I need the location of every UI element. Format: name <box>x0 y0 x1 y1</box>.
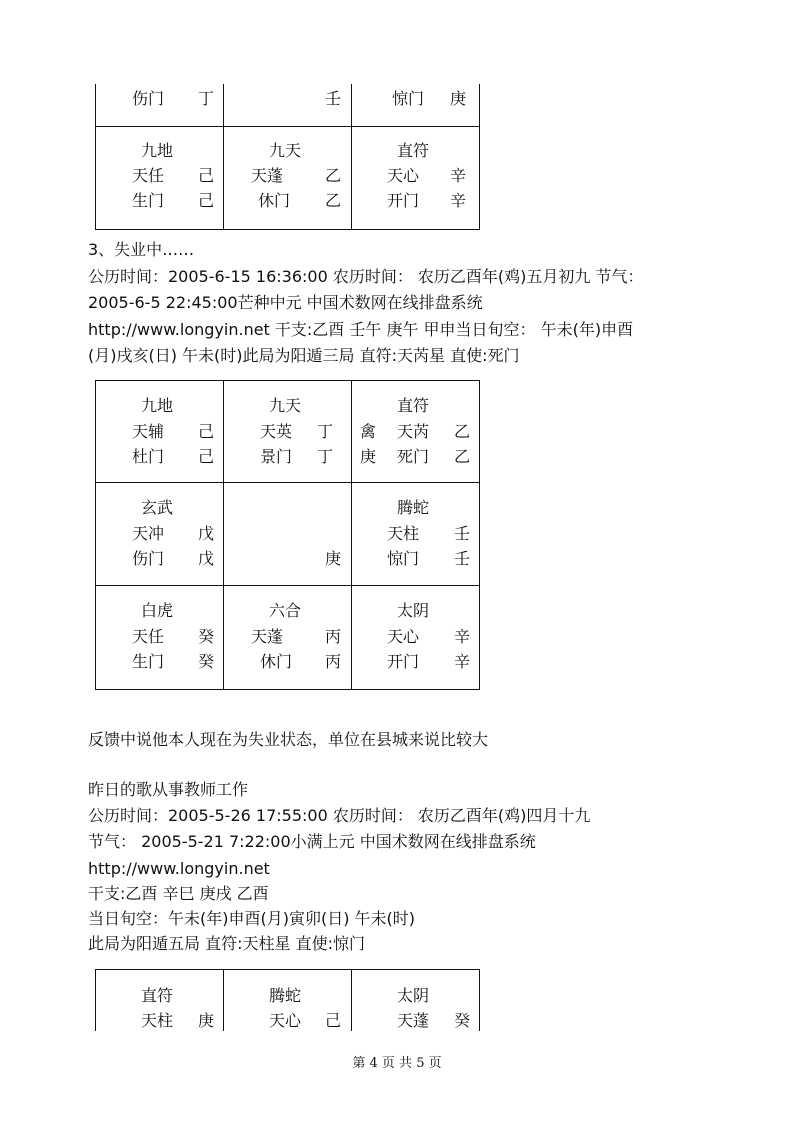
stem-cell: 壬 <box>454 549 471 568</box>
stem-cell: 丙 <box>325 627 342 646</box>
paipan-grid-c <box>95 969 480 1031</box>
extra-stem-cell: 庚 <box>360 447 377 466</box>
stem-cell: 丙 <box>325 652 342 671</box>
grid-row-divider <box>95 585 480 586</box>
deity-cell: 九地 <box>141 141 174 160</box>
star-cell: 天辅 <box>132 422 165 441</box>
gate-cell: 休门 <box>258 191 291 210</box>
grid-bottom-border <box>95 689 480 690</box>
grid-divider <box>223 969 224 1031</box>
star-cell: 天柱 <box>141 1011 174 1030</box>
grid-border <box>95 969 96 1031</box>
deity-cell: 太阴 <box>397 986 430 1005</box>
grid-divider <box>351 380 352 690</box>
chart-info-line: 公历时间：2005-5-26 17:55:00 农历时间： 农历乙酉年(鸡)四月十九 <box>88 806 591 825</box>
grid-row-divider <box>95 126 480 127</box>
grid-border <box>479 380 480 690</box>
stem-cell: 乙 <box>325 191 342 210</box>
deity-cell: 白虎 <box>141 601 174 620</box>
star-cell: 天蓬 <box>251 627 284 646</box>
paipan-grid-a <box>95 84 480 230</box>
stem-cell: 辛 <box>450 191 467 210</box>
stem-cell: 丁 <box>317 422 334 441</box>
stem-cell: 己 <box>198 166 215 185</box>
stem-cell: 乙 <box>454 447 471 466</box>
stem-cell: 壬 <box>325 89 342 108</box>
deity-cell: 直符 <box>397 141 430 160</box>
deity-cell: 六合 <box>269 601 302 620</box>
gate-cell: 伤门 <box>132 549 165 568</box>
stem-cell: 癸 <box>454 1011 471 1030</box>
chart-info-line: 2005-6-5 22:45:00芒种中元 中国术数网在线排盘系统 <box>88 293 483 312</box>
grid-divider <box>351 969 352 1031</box>
deity-cell: 太阴 <box>397 601 430 620</box>
stem-cell: 戊 <box>198 549 215 568</box>
stem-cell: 己 <box>198 191 215 210</box>
deity-cell: 直符 <box>397 396 430 415</box>
star-cell: 天蓬 <box>251 166 284 185</box>
stem-cell: 戊 <box>198 524 215 543</box>
chart-info-line: (月)戌亥(日) 午未(时)此局为阳遁三局 直符:天芮星 直使:死门 <box>88 346 520 365</box>
stem-cell: 庚 <box>450 89 467 108</box>
stem-cell: 庚 <box>198 1011 215 1030</box>
star-cell: 天冲 <box>132 524 165 543</box>
chart-info-line: http://www.longyin.net <box>88 859 270 878</box>
stem-cell: 乙 <box>454 422 471 441</box>
star-cell: 天任 <box>132 627 165 646</box>
grid-row-divider <box>95 482 480 483</box>
stem-cell: 己 <box>325 1011 342 1030</box>
gate-cell: 景门 <box>260 447 293 466</box>
gate-cell: 开门 <box>387 191 420 210</box>
chart-info-line: 此局为阳遁五局 直符:天柱星 直使:惊门 <box>88 934 365 953</box>
section-heading: 3、失业中…… <box>88 240 195 259</box>
star-cell: 天柱 <box>387 524 420 543</box>
deity-cell: 玄武 <box>141 498 174 517</box>
grid-border <box>95 380 96 690</box>
chart-info-line: 当日旬空：午未(年)申酉(月)寅卯(日) 午未(时) <box>88 909 416 928</box>
gate-cell: 惊门 <box>387 549 420 568</box>
stem-cell: 己 <box>198 447 215 466</box>
stem-cell: 庚 <box>325 549 342 568</box>
gate-cell: 休门 <box>260 652 293 671</box>
stem-cell: 乙 <box>325 166 342 185</box>
deity-cell: 腾蛇 <box>397 498 430 517</box>
star-cell: 天心 <box>387 627 420 646</box>
grid-border <box>479 84 480 230</box>
grid-bottom-border <box>95 229 480 230</box>
deity-cell: 九天 <box>269 396 302 415</box>
paipan-grid-b <box>95 380 480 690</box>
stem-cell: 丁 <box>198 89 215 108</box>
star-cell: 天芮 <box>397 422 430 441</box>
stem-cell: 辛 <box>454 627 471 646</box>
page-footer: 第 4 页 共 5 页 <box>352 1056 442 1071</box>
stem-cell: 癸 <box>198 627 215 646</box>
gate-cell: 伤门 <box>132 89 165 108</box>
feedback-note: 反馈中说他本人现在为失业状态，单位在县城来说比较大 <box>88 730 489 749</box>
gate-cell: 杜门 <box>132 447 165 466</box>
gate-cell: 死门 <box>397 447 430 466</box>
grid-divider <box>223 380 224 690</box>
stem-cell: 丁 <box>317 447 334 466</box>
gate-cell: 惊门 <box>392 89 425 108</box>
star-cell: 天任 <box>132 166 165 185</box>
grid-divider <box>351 84 352 230</box>
stem-cell: 辛 <box>450 166 467 185</box>
grid-border <box>479 969 480 1031</box>
grid-divider <box>223 84 224 230</box>
section-heading: 昨日的歌从事教师工作 <box>88 780 249 799</box>
star-cell: 天英 <box>260 422 293 441</box>
grid-top-border <box>95 380 480 381</box>
stem-cell: 壬 <box>454 524 471 543</box>
grid-top-border <box>95 969 480 970</box>
star-cell: 天心 <box>269 1011 302 1030</box>
stem-cell: 己 <box>198 422 215 441</box>
star-cell: 天蓬 <box>397 1011 430 1030</box>
deity-cell: 九地 <box>141 396 174 415</box>
gate-cell: 生门 <box>132 652 165 671</box>
deity-cell: 九天 <box>269 141 302 160</box>
chart-info-line: 公历时间：2005-6-15 16:36:00 农历时间： 农历乙酉年(鸡)五月初九 节气： <box>88 267 644 286</box>
gate-cell: 开门 <box>387 652 420 671</box>
deity-cell: 腾蛇 <box>269 986 302 1005</box>
chart-info-line: 节气： 2005-5-21 7:22:00小满上元 中国术数网在线排盘系统 <box>88 832 536 851</box>
deity-cell: 直符 <box>141 986 174 1005</box>
extra-star-cell: 禽 <box>360 422 377 441</box>
stem-cell: 癸 <box>198 652 215 671</box>
stem-cell: 辛 <box>454 652 471 671</box>
gate-cell: 生门 <box>132 191 165 210</box>
chart-info-line: 干支:乙酉 辛巳 庚戌 乙酉 <box>88 884 269 903</box>
star-cell: 天心 <box>387 166 420 185</box>
grid-border <box>95 84 96 230</box>
chart-info-line: http://www.longyin.net 干支:乙酉 壬午 庚午 甲申当日旬空： 午未(年)申酉 <box>88 320 634 339</box>
